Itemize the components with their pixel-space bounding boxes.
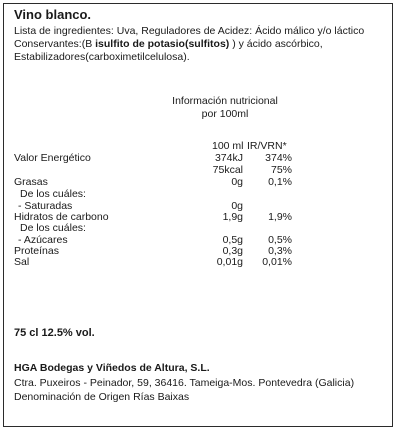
nutrient-name: De los cuáles:	[20, 188, 86, 200]
ingredients-line-3: Estabilizadores(carboximetilcelulosa).	[14, 51, 190, 63]
nutrient-percent: 0,3%	[268, 245, 292, 257]
nutrition-row	[0, 152, 400, 164]
nutrition-row	[0, 256, 400, 268]
nutrient-name: Valor Energético	[14, 152, 91, 164]
column-header-100ml: 100 ml	[212, 140, 244, 152]
nutrient-value: 1,9g	[222, 211, 243, 223]
nutrient-name: - Azúcares	[18, 234, 68, 246]
nutrient-percent: 75%	[270, 164, 292, 176]
ingredients-line-1: Lista de ingredientes: Uva, Reguladores de Acidez: Ácido málico y/o láctico	[14, 25, 365, 37]
nutrient-name: Grasas	[14, 176, 48, 188]
nutrient-name: Proteínas	[14, 245, 59, 257]
nutrition-row	[0, 188, 400, 200]
product-title: Vino blanco.	[14, 7, 92, 22]
nutrient-percent: 374%	[265, 152, 292, 164]
nutrition-row	[0, 222, 400, 234]
nutrient-value: 0,5g	[222, 234, 243, 246]
address-line: Ctra. Puxeiros - Peinador, 59, 36416. Tameiga-Mos. Pontevedra (Galicia)	[14, 377, 355, 389]
nutrient-name: - Saturadas	[18, 200, 73, 212]
nutrition-heading-line-1: Información nutricional	[172, 95, 278, 107]
denomination-of-origin: Denominación de Origen Rías Baixas	[14, 390, 190, 403]
column-header-ir-vrn: IR/VRN*	[247, 140, 287, 152]
nutrient-percent: 0,5%	[268, 234, 292, 246]
allergen-sulfites: isulfito de potasio(sulfitos)	[95, 38, 230, 50]
nutrient-name: De los cuáles:	[20, 222, 86, 234]
nutrition-row	[0, 164, 400, 176]
nutrient-percent: 0,1%	[268, 176, 292, 188]
nutrient-percent: 0,01%	[262, 256, 292, 268]
nutrition-heading-line-2: por 100ml	[201, 108, 249, 120]
nutrient-value: 0g	[231, 176, 243, 188]
volume-alcohol: 75 cl 12.5% vol.	[14, 327, 95, 339]
ingredients-line-2-suffix: ) y ácido ascórbico,	[232, 38, 323, 50]
nutrient-name: Hidratos de carbono	[14, 211, 109, 223]
nutrient-value: 75kcal	[212, 164, 243, 176]
company-name: HGA Bodegas y Viñedos de Altura, S.L.	[14, 362, 210, 374]
ingredients-line-2-prefix: Conservantes:(B	[14, 38, 93, 50]
nutrient-value: 0,01g	[216, 256, 243, 268]
nutrition-heading	[160, 95, 290, 121]
nutrient-value: 374kJ	[214, 152, 243, 164]
nutrient-value: 0g	[231, 200, 243, 212]
ingredients-block	[14, 25, 384, 64]
nutrition-row	[0, 176, 400, 188]
nutrient-name: Sal	[14, 256, 30, 268]
nutrient-percent: 1,9%	[268, 211, 292, 223]
address-block	[14, 377, 384, 404]
nutrient-value: 0,3g	[222, 245, 243, 257]
ingredients-line-2	[14, 38, 384, 51]
